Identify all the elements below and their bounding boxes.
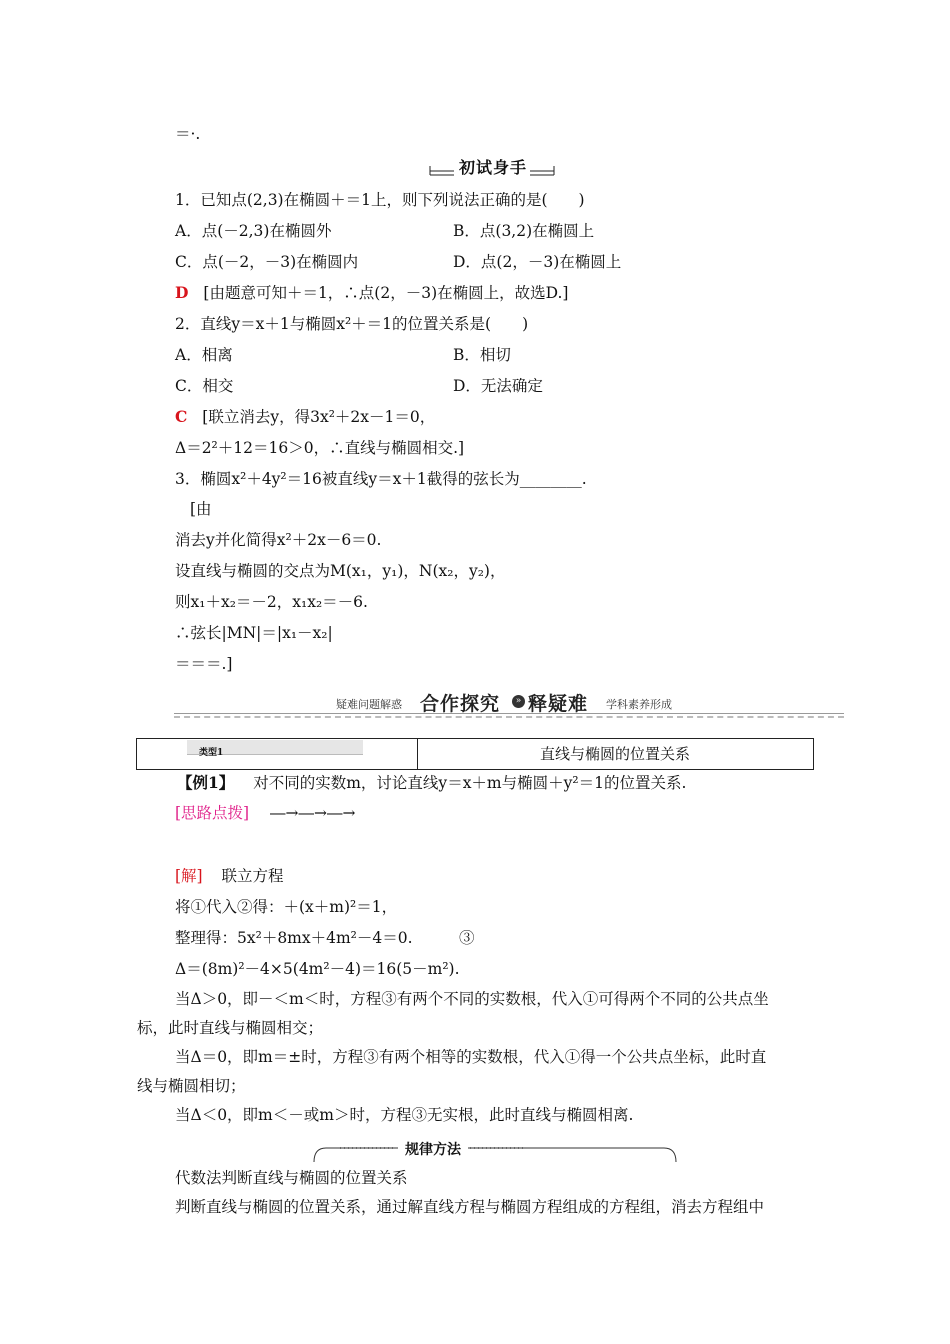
- example-hint: [175, 803, 356, 823]
- q3-solution-line: [由: [190, 500, 212, 518]
- method-line-1: 代数法判断直线与椭圆的位置关系: [175, 1169, 408, 1187]
- q1-option-d: D．点(2，－3)在椭圆上: [453, 253, 622, 271]
- solution-line: 当Δ＝0，即m＝±时，方程③有两个相等的实数根，代入①得一个公共点坐标，此时直: [175, 1048, 767, 1066]
- q3-stem: 3．椭圆x²＋4y²＝16被直线y＝x＋1截得的弦长为________.: [175, 470, 587, 488]
- solution-line: 线与椭圆相切；: [137, 1077, 246, 1095]
- q1-option-c: C．点(－2，－3)在椭圆内: [175, 253, 359, 271]
- banner-arrow-icon: »: [512, 695, 525, 708]
- example-stem: 对不同的实数m，讨论直线y＝x＋m与椭圆＋y²＝1的位置关系.: [253, 774, 687, 792]
- method-title: 规律方法: [405, 1142, 461, 1158]
- section-heading-text: 初试身手: [458, 158, 527, 177]
- q2-answer-line2: Δ＝2²＋12＝16＞0，∴直线与椭圆相交.]: [175, 439, 465, 457]
- q3-solution-line: ＝＝＝.]: [175, 655, 233, 673]
- solution-line: 整理得：5x²＋8mx＋4m²－4＝0. ③: [175, 929, 475, 947]
- hint-label: [思路点拨]: [175, 804, 250, 822]
- banner-rule: [174, 713, 844, 714]
- banner-main-text-2: 释疑难: [528, 693, 589, 715]
- type-tag: [187, 740, 363, 758]
- type-box: [136, 738, 814, 770]
- type-title: 直线与椭圆的位置关系: [539, 745, 690, 763]
- banner-left-text: 疑难问题解惑: [336, 698, 402, 711]
- q1-option-b: B．点(3,2)在椭圆上: [453, 222, 595, 240]
- q2-option-c: C．相交: [175, 377, 234, 395]
- q2-option-a: A．相离: [175, 346, 233, 364]
- q1-answer-text: [由题意可知＋＝1，∴点(2，－3)在椭圆上，故选D.]: [203, 284, 569, 302]
- section-banner: [174, 688, 844, 720]
- q1-option-a: A．点(－2,3)在椭圆外: [175, 222, 332, 240]
- solution-line: 标，此时直线与椭圆相交；: [137, 1019, 324, 1037]
- solution-line: 当Δ＞0，即－＜m＜时，方程③有两个不同的实数根，代入①可得两个不同的公共点坐: [175, 990, 769, 1008]
- q2-answer-line1: [175, 407, 435, 427]
- solution-line: 当Δ＜0，即m＜－或m＞时，方程③无实根，此时直线与椭圆相离.: [175, 1106, 634, 1124]
- hint-arrows: ―→―→―→: [270, 804, 356, 822]
- q1-answer-letter: D: [175, 283, 189, 302]
- example-solution-head: [175, 866, 284, 886]
- solution-first-line: 联立方程: [221, 867, 284, 885]
- example-label: 【例1】: [177, 773, 235, 792]
- method-line-2: 判断直线与椭圆的位置关系，通过解直线方程与椭圆方程组成的方程组，消去方程组中: [175, 1198, 765, 1216]
- type-tag-label: 类型1: [199, 748, 224, 758]
- q3-solution-line: ∴弦长|MN|＝|x₁－x₂|: [175, 624, 333, 642]
- method-heading: [310, 1138, 680, 1164]
- method-heading-frame: [310, 1138, 680, 1164]
- q2-stem: 2．直线y＝x＋1与椭圆x²＋＝1的位置关系是( ): [175, 315, 529, 333]
- q1-answer: [175, 283, 568, 303]
- q3-solution-line: 则x₁＋x₂＝－2，x₁x₂＝－6.: [175, 593, 368, 611]
- q2-answer-letter: C: [175, 407, 188, 426]
- banner-main-text-1: 合作探究: [420, 693, 501, 715]
- q3-solution-line: 消去y并化简得x²＋2x－6＝0.: [175, 531, 382, 549]
- q1-stem: 1．已知点(2,3)在椭圆＋＝1上，则下列说法正确的是( ): [175, 191, 585, 209]
- q2-option-b: B．相切: [453, 346, 511, 364]
- solution-line: 将①代入②得：＋(x＋m)²＝1，: [175, 898, 398, 916]
- banner-right-text: 学科素养形成: [606, 698, 672, 711]
- example-stem-line: [177, 773, 686, 793]
- banner-rule-dashed: [174, 716, 844, 718]
- top-line: ＝·.: [175, 125, 201, 143]
- solution-label: [解]: [175, 867, 203, 885]
- q3-solution-line: 设直线与椭圆的交点为M(x₁，y₁)，N(x₂，y₂)，: [175, 562, 506, 580]
- solution-line: Δ＝(8m)²－4×5(4m²－4)＝16(5－m²).: [175, 960, 460, 978]
- section-heading-chushi: [428, 154, 556, 178]
- q2-answer-text: [联立消去y，得3x²＋2x－1＝0，: [202, 408, 436, 426]
- q2-option-d: D．无法确定: [453, 377, 543, 395]
